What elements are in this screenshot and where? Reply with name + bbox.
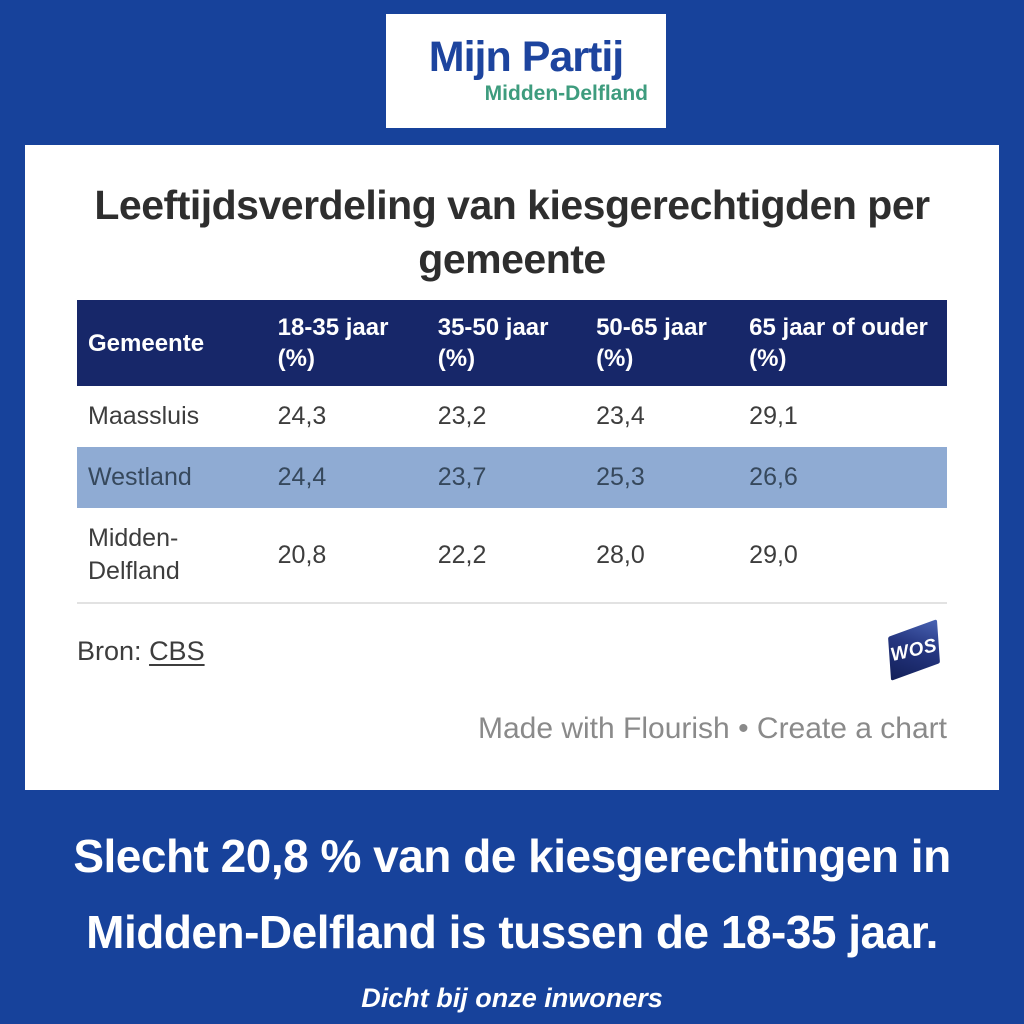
headline [0,818,1024,970]
col-header-18-35: 18-35 jaar (%) [267,300,427,386]
party-logo [386,14,666,128]
chart-card [25,145,999,790]
cell-value: 20,8 [267,508,427,603]
chart-title [77,178,947,286]
source-link-cbs[interactable]: CBS [149,635,205,666]
cell-value: 23,4 [596,402,645,431]
slogan: Dicht bij onze inwoners [361,983,663,1013]
table-row-maassluis [77,386,947,447]
age-distribution-table [77,300,947,604]
cell-value: 29,1 [749,402,798,431]
row-label: Westland [88,463,192,492]
headline-line1: Slecht 20,8 % van de kiesgerechtingen in [73,830,951,882]
headline-line2: Midden-Delfland is tussen de 18-35 jaar. [86,906,938,958]
col-header-65-plus: 65 jaar of ouder (%) [738,300,947,386]
chart-title-line2: gemeente [418,236,606,282]
col-header-gemeente: Gemeente [77,300,267,386]
wos-logo-text: WOS [888,635,940,667]
cell-value: 24,4 [277,463,327,492]
row-label: Maassluis [88,402,200,431]
col-header-50-65: 50-65 jaar (%) [585,300,738,386]
party-logo-subtitle: Midden-Delfland [484,82,648,106]
flourish-credit-link[interactable]: Made with Flourish • Create a chart [477,712,947,746]
row-label: Midden-Delfland [77,508,267,603]
cell-value: 29,0 [738,508,947,603]
cell-value: 25,3 [596,463,645,492]
table-header-row [77,300,947,386]
chart-title-line1: Leeftijdsverdeling van kiesgerechtigden per [94,182,930,228]
table-row-midden-delfland [77,508,947,603]
wos-logo [881,620,947,682]
cell-value: 26,6 [749,463,798,492]
source-row [77,620,947,682]
cell-value: 22,2 [427,508,585,603]
source-label: Bron: [77,635,142,666]
cell-value: 24,3 [277,402,327,431]
table-row-westland [77,447,947,508]
cell-value: 23,2 [437,402,487,431]
col-header-35-50: 35-50 jaar (%) [427,300,585,386]
source-text [77,636,205,667]
party-logo-title: Mijn Partij [428,32,624,81]
cell-value: 28,0 [585,508,738,603]
cell-value: 23,7 [437,463,487,492]
